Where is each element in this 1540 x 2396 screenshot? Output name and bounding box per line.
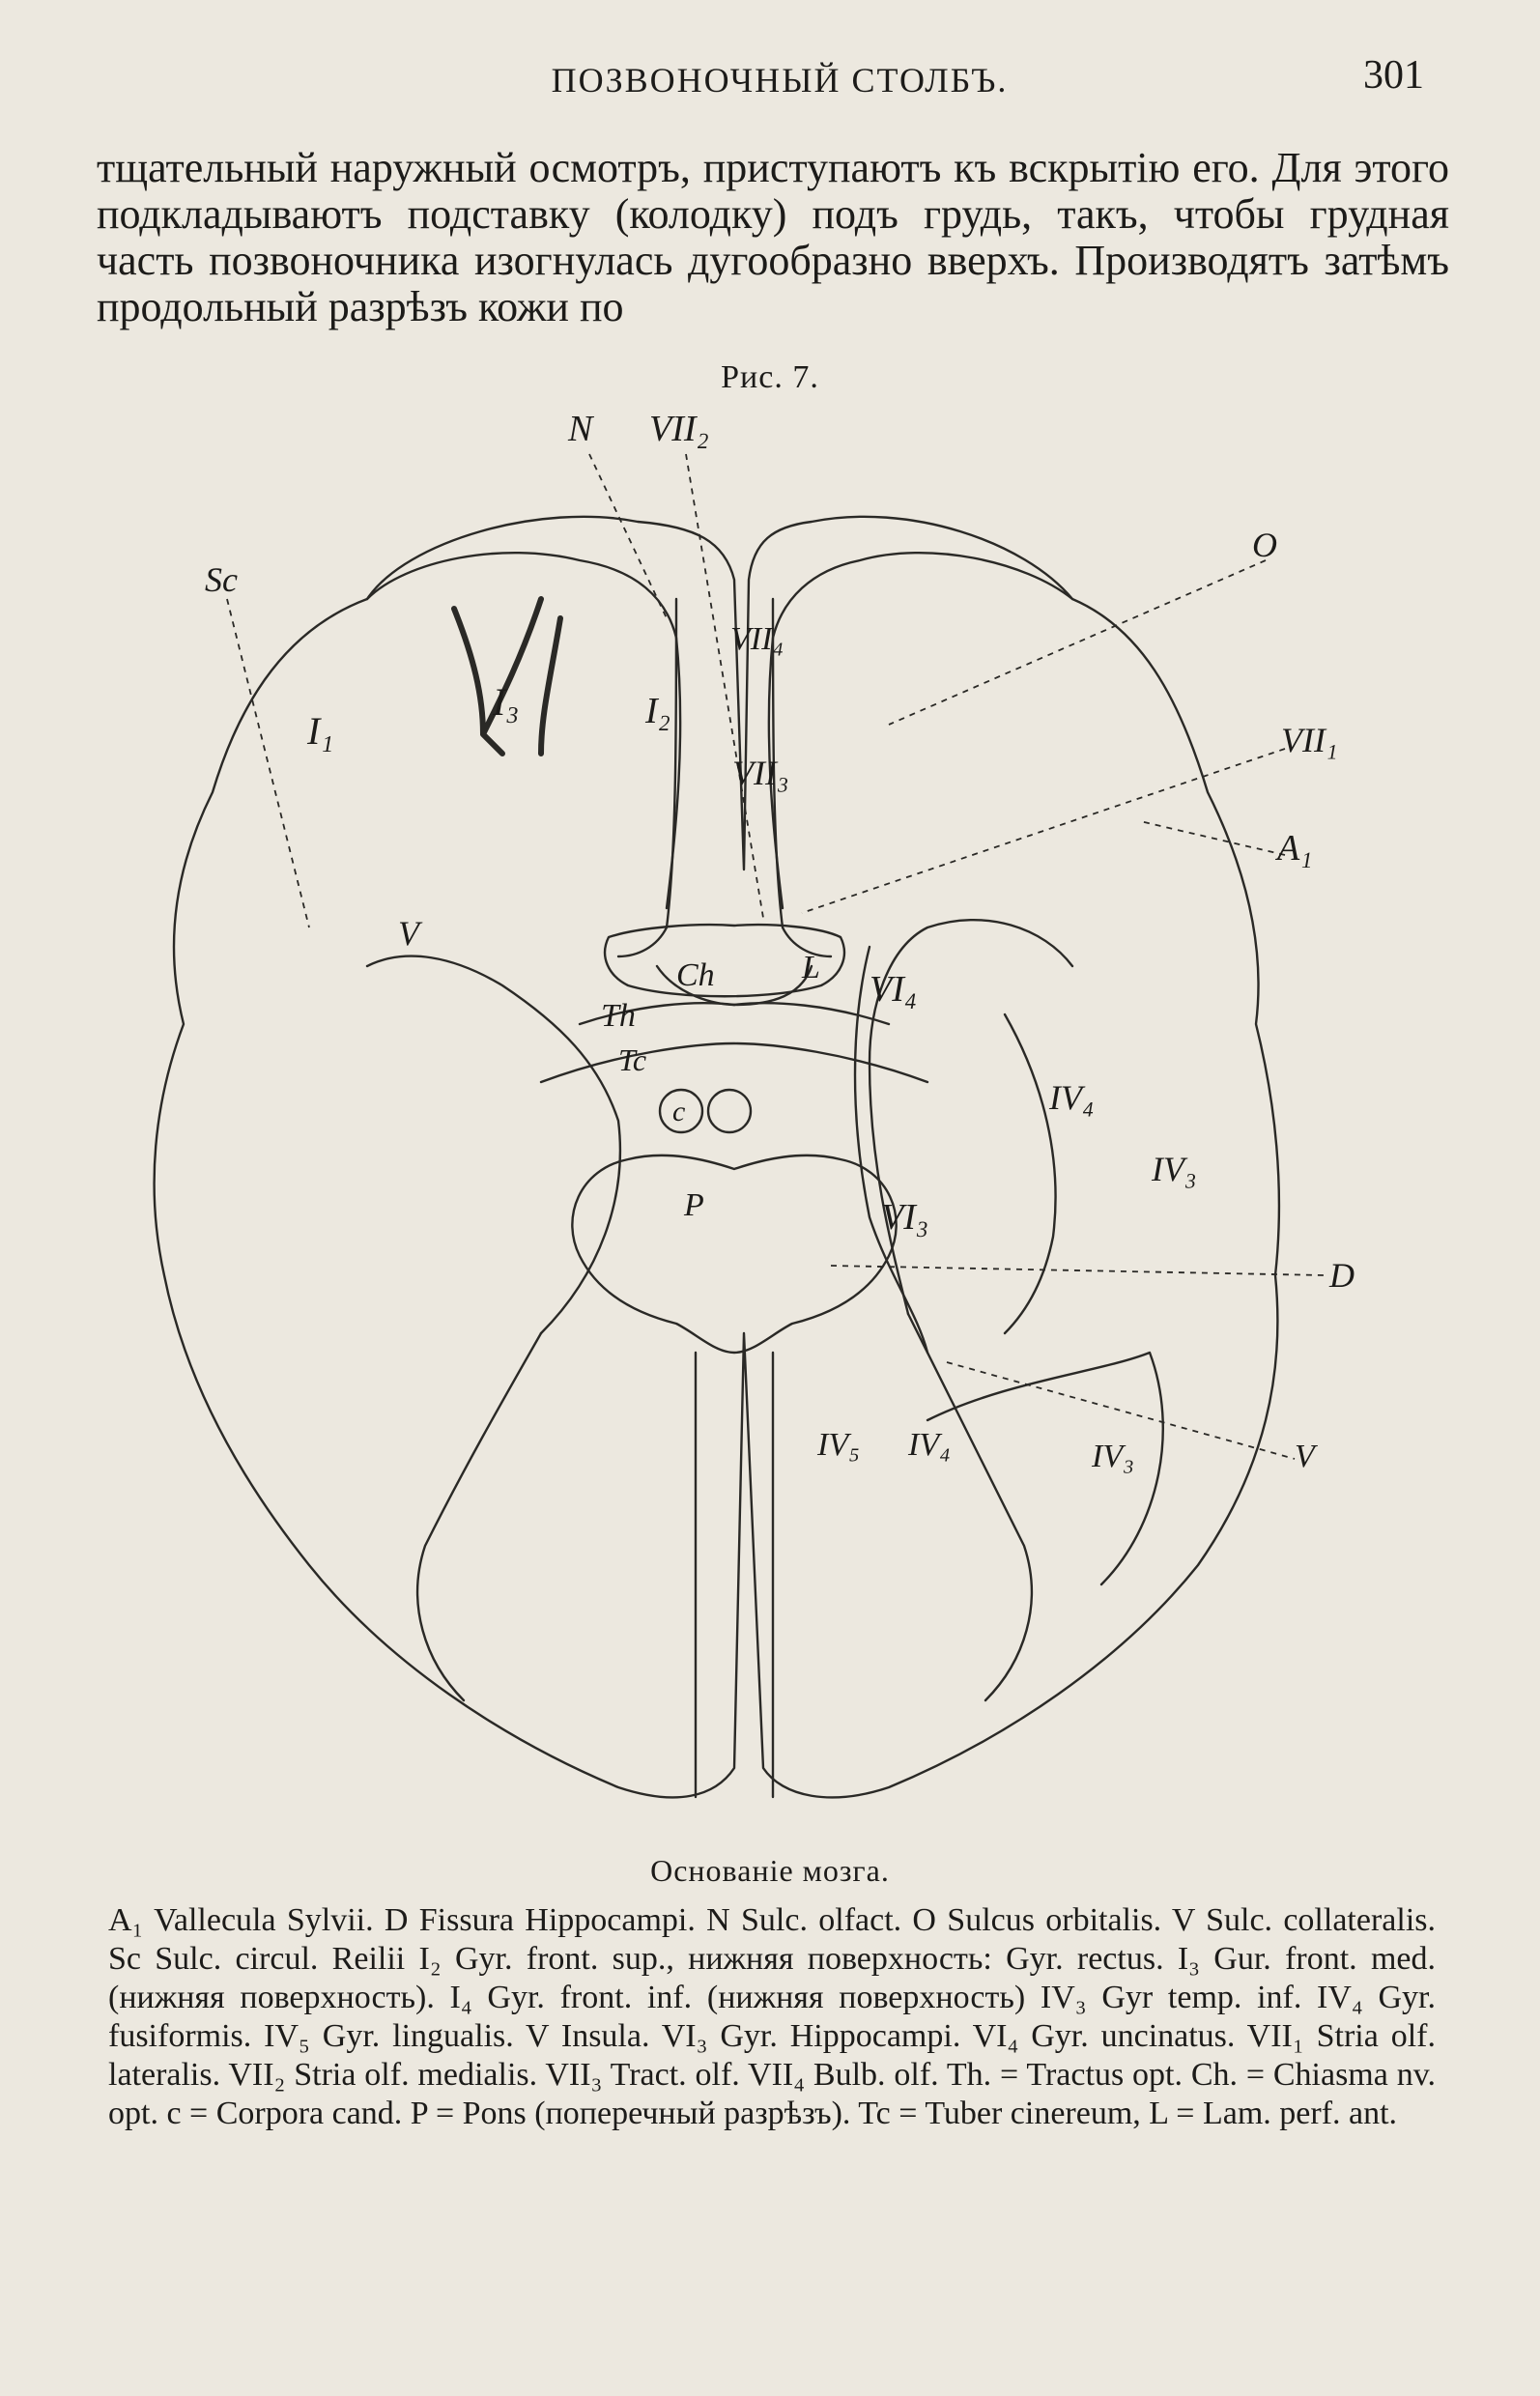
fusiform-right — [1005, 1014, 1056, 1333]
label-o: O — [1252, 526, 1277, 564]
frontal-lobe-left — [367, 553, 680, 908]
label-vi4: VI₄ — [870, 969, 918, 1010]
label-i1: I₁ — [307, 709, 334, 753]
figure-caption: Основаніе мозга. — [650, 1853, 890, 1888]
label-vi3: VI₃ — [881, 1197, 929, 1238]
label-i2: I₂ — [645, 691, 670, 731]
label-v-sulcus: V — [1295, 1439, 1315, 1474]
label-iv3-upper: IV₃ — [1152, 1150, 1197, 1188]
page-number: 301 — [1363, 53, 1424, 98]
temporal-lobe-left — [367, 956, 620, 1333]
label-p: P — [684, 1187, 704, 1223]
corpus-candicans-right — [708, 1090, 751, 1132]
frontal-lobe-right — [769, 553, 1072, 908]
leader-vii2 — [686, 454, 763, 918]
occipital-right — [908, 1314, 1032, 1700]
gyrus-sulcus-left — [454, 599, 560, 754]
label-tc: Tc — [618, 1042, 647, 1077]
label-n: N — [568, 409, 593, 449]
label-vii1: VII₁ — [1281, 721, 1338, 759]
label-th: Th — [601, 998, 636, 1034]
label-d: D — [1329, 1256, 1355, 1295]
label-iv5: IV₅ — [817, 1427, 860, 1463]
label-ch: Ch — [676, 957, 715, 993]
label-i3: I₃ — [493, 680, 520, 724]
label-vii4: VII₄ — [730, 621, 784, 657]
pons-section — [572, 1155, 896, 1353]
leader-n — [589, 454, 667, 618]
label-sc: Sc — [205, 560, 238, 599]
leader-o — [889, 560, 1266, 725]
leader-vii1 — [802, 749, 1285, 913]
label-l: L — [802, 950, 820, 985]
label-a1: A₁ — [1277, 828, 1313, 869]
label-iv3-lower: IV₃ — [1092, 1439, 1134, 1474]
figure-legend: A₁ Vallecula Sylvii. D Fissura Hippocampi. N Sulc. olfact. O Sulcus orbitalis. V Sulc. collateralis. Sc Sulc. circul. Reilii I₂ Gyr. front. sup., нижняя поверхность: Gyr. rectus. I₃ Gur. front. med. (нижняя поверхность). I₄ Gyr. front. inf. (нижняя поверхность) IV₃ Gyr temp. inf. IV₄ Gyr. fusiformis. IV₅ Gyr. lingualis. V Insula. VI₃ Gyr. Hippocampi. VI₄ Gyr. uncinatus. VII₁ Stria olf. lateralis. VII₂ Stria olf. medialis. VII₃ Tract. olf. VII₄ Bulb. olf. Th. = Tractus opt. Ch. = Chiasma nv. opt. c = Corpora cand. P = Pons (поперечный разрѣзъ). Tc = Tuber cinereum, L = Lam. perf. ant. — [108, 1902, 1436, 2131]
figure-label: Рис. 7. — [721, 359, 819, 395]
leader-a1 — [1140, 821, 1285, 855]
label-vii2: VII₂ — [649, 409, 709, 449]
label-c: c — [672, 1096, 686, 1127]
leader-d — [831, 1266, 1324, 1275]
running-title: ПОЗВОНОЧНЫЙ СТОЛБЪ. — [551, 61, 1009, 100]
label-vii3: VII₃ — [732, 754, 789, 792]
label-v-insula: V — [398, 914, 419, 953]
label-iv1: IV₄ — [908, 1427, 951, 1463]
label-iv4: IV₄ — [1049, 1078, 1095, 1117]
occipital-left — [417, 1333, 541, 1700]
body-paragraph: тщательный наружный осмотръ, приступаютъ къ вскрытію его. Для этого подкладываютъ подставку (колодку) подъ грудь, такъ, чтобы грудная часть позвоночника изогнулась дугообразно вверхъ. Производятъ затѣмъ продольный разрѣзъ кожи по — [97, 144, 1449, 330]
leader-sc — [227, 599, 309, 927]
